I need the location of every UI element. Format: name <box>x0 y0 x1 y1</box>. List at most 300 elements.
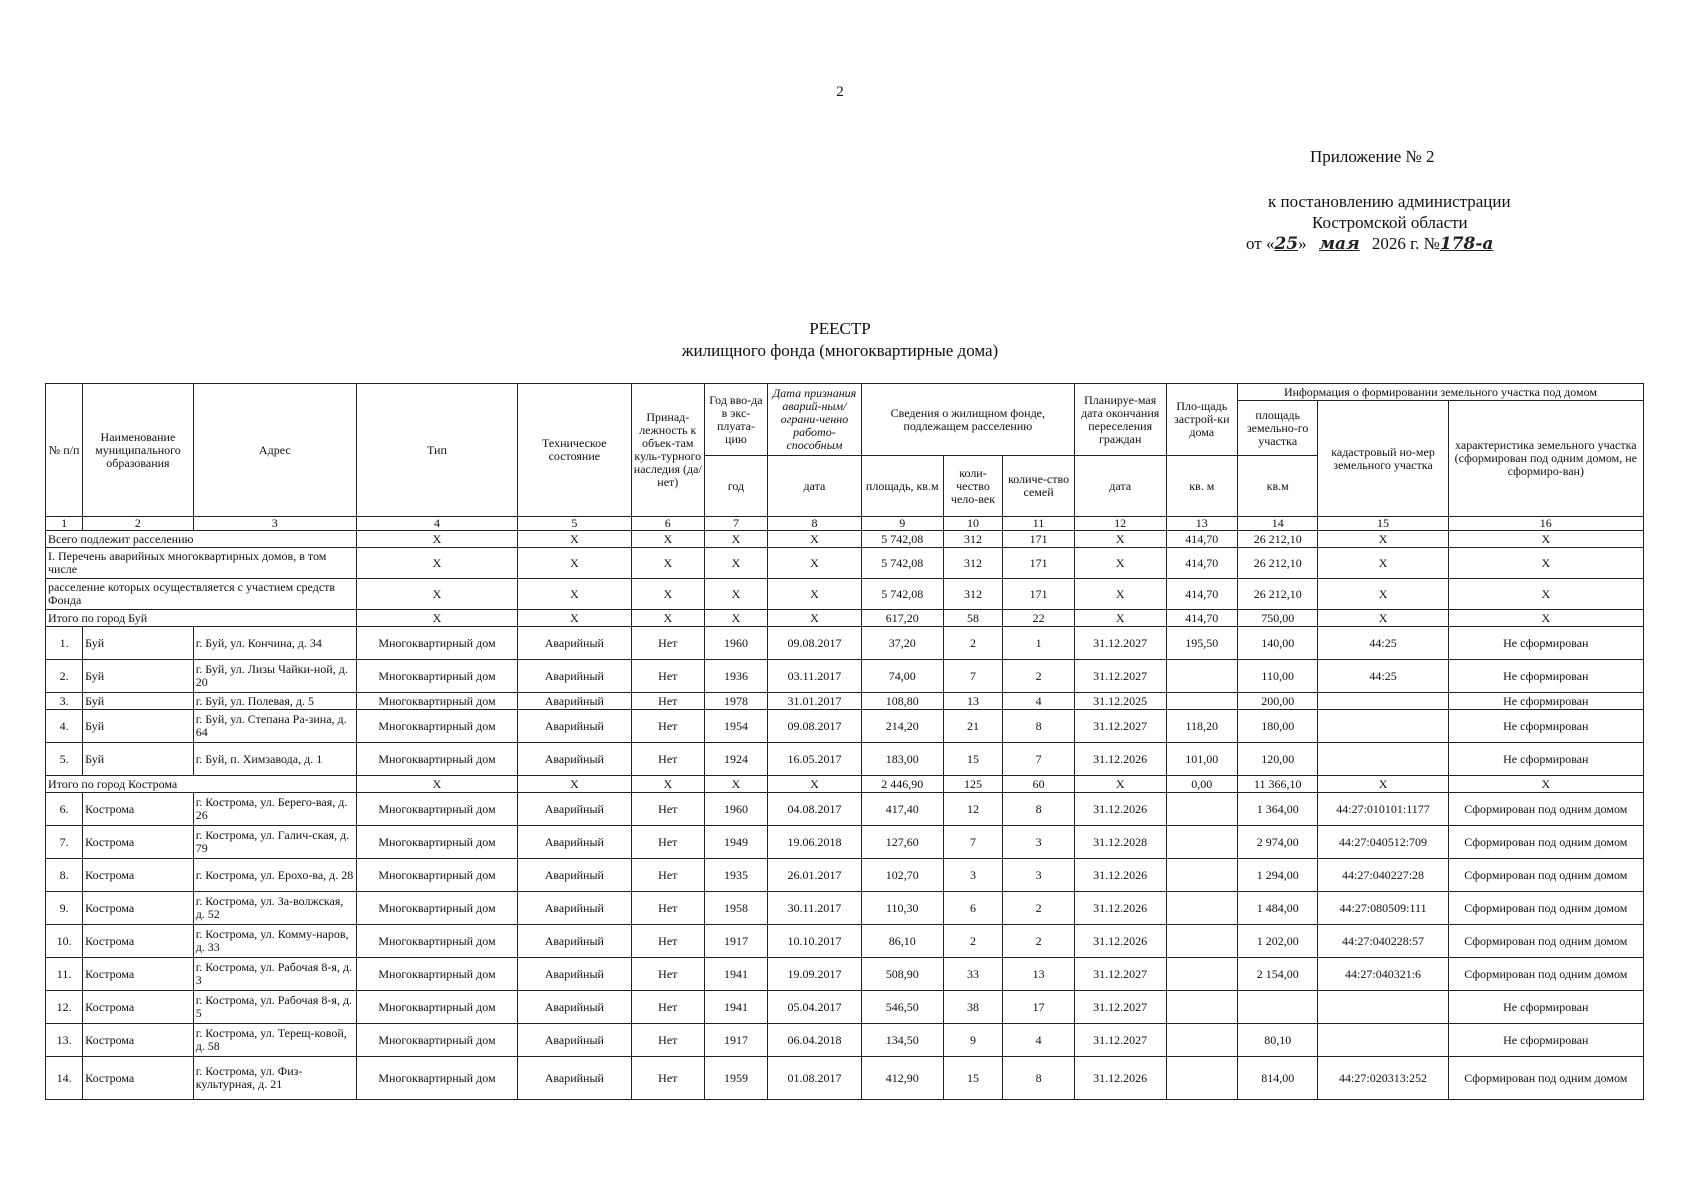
header-address: Адрес <box>193 384 356 517</box>
col-num: 11 <box>1003 517 1074 531</box>
summary-people-count: 312 <box>943 531 1003 548</box>
people-count: 38 <box>943 991 1003 1024</box>
planned-date: 31.12.2027 <box>1074 660 1166 693</box>
table-row <box>46 660 1644 693</box>
title-line-1: РЕЕСТР <box>809 319 871 338</box>
house-type: Многоквартирный дом <box>356 958 517 991</box>
municipality: Кострома <box>83 1024 194 1057</box>
land-characteristic: Не сформирован <box>1448 660 1643 693</box>
summary-label: расселение которых осуществляется с участием средств Фонда <box>46 579 357 610</box>
appendix-line-1: к постановлению администрации <box>1268 192 1511 211</box>
cadastral-number <box>1318 991 1448 1024</box>
area: 417,40 <box>861 793 943 826</box>
col-num: 12 <box>1074 517 1166 531</box>
land-area <box>1237 991 1318 1024</box>
summary-people-count: 125 <box>943 776 1003 793</box>
summary-recognition-date: X <box>767 531 861 548</box>
date-year: 2026 г. № <box>1367 234 1440 253</box>
column-number-row <box>46 517 1644 531</box>
municipality: Кострома <box>83 826 194 859</box>
col-num: 1 <box>46 517 83 531</box>
header-planned-sub: дата <box>1074 456 1166 517</box>
row-number: 2. <box>46 660 83 693</box>
planned-date: 31.12.2027 <box>1074 1024 1166 1057</box>
heritage: Нет <box>631 991 704 1024</box>
recognition-date: 31.01.2017 <box>767 693 861 710</box>
family-count: 4 <box>1003 693 1074 710</box>
summary-house-type: X <box>356 776 517 793</box>
land-characteristic: Не сформирован <box>1448 627 1643 660</box>
summary-built-area: 414,70 <box>1166 579 1237 610</box>
area: 110,30 <box>861 892 943 925</box>
area: 74,00 <box>861 660 943 693</box>
header-municipality: Наименование муниципального образования <box>83 384 194 517</box>
land-characteristic: Не сформирован <box>1448 1024 1643 1057</box>
summary-area: 5 742,08 <box>861 548 943 579</box>
condition: Аварийный <box>518 1057 632 1100</box>
cadastral-number: 44:27:040228:57 <box>1318 925 1448 958</box>
planned-date: 31.12.2026 <box>1074 793 1166 826</box>
summary-house-type: X <box>356 610 517 627</box>
family-count: 13 <box>1003 958 1074 991</box>
municipality: Кострома <box>83 859 194 892</box>
planned-date: 31.12.2026 <box>1074 1057 1166 1100</box>
table-row <box>46 826 1644 859</box>
recognition-date: 16.05.2017 <box>767 743 861 776</box>
header-built-area: Пло-щадь застрой-ки дома <box>1166 384 1237 456</box>
table-row <box>46 925 1644 958</box>
area: 546,50 <box>861 991 943 1024</box>
row-number: 11. <box>46 958 83 991</box>
col-num: 4 <box>356 517 517 531</box>
condition: Аварийный <box>518 660 632 693</box>
address: г. Кострома, ул. Рабочая 8-я, д. 5 <box>193 991 356 1024</box>
address: г. Кострома, ул. Комму-наров, д. 33 <box>193 925 356 958</box>
land-characteristic: Не сформирован <box>1448 991 1643 1024</box>
cadastral-number: 44:27:040512:709 <box>1318 826 1448 859</box>
heritage: Нет <box>631 1057 704 1100</box>
recognition-date: 05.04.2017 <box>767 991 861 1024</box>
house-type: Многоквартирный дом <box>356 793 517 826</box>
summary-planned-date: X <box>1074 531 1166 548</box>
summary-row <box>46 548 1644 579</box>
land-characteristic: Не сформирован <box>1448 693 1643 710</box>
heritage: Нет <box>631 958 704 991</box>
cadastral-number: 44:27:010101:1177 <box>1318 793 1448 826</box>
built-area <box>1166 958 1237 991</box>
recognition-date: 04.08.2017 <box>767 793 861 826</box>
heritage: Нет <box>631 826 704 859</box>
cadastral-number: 44:27:080509:111 <box>1318 892 1448 925</box>
family-count: 3 <box>1003 859 1074 892</box>
house-type: Многоквартирный дом <box>356 710 517 743</box>
land-characteristic: Сформирован под одним домом <box>1448 892 1643 925</box>
summary-label: Итого по город Кострома <box>46 776 357 793</box>
heritage: Нет <box>631 693 704 710</box>
built-area <box>1166 1057 1237 1100</box>
built-area <box>1166 660 1237 693</box>
summary-cadastral-number: X <box>1318 776 1448 793</box>
area: 102,70 <box>861 859 943 892</box>
heritage: Нет <box>631 743 704 776</box>
condition: Аварийный <box>518 743 632 776</box>
heritage: Нет <box>631 793 704 826</box>
municipality: Кострома <box>83 793 194 826</box>
row-number: 13. <box>46 1024 83 1057</box>
summary-area: 5 742,08 <box>861 579 943 610</box>
summary-condition: X <box>518 548 632 579</box>
table-row <box>46 1057 1644 1100</box>
heritage: Нет <box>631 925 704 958</box>
planned-date: 31.12.2026 <box>1074 892 1166 925</box>
built-area <box>1166 859 1237 892</box>
year-built: 1924 <box>704 743 767 776</box>
handwritten-day: 25 <box>1274 234 1299 254</box>
summary-condition: X <box>518 579 632 610</box>
appendix-title: Приложение № 2 <box>1310 147 1435 166</box>
house-type: Многоквартирный дом <box>356 743 517 776</box>
col-num: 5 <box>518 517 632 531</box>
recognition-date: 26.01.2017 <box>767 859 861 892</box>
document-title <box>540 318 1140 362</box>
land-characteristic: Сформирован под одним домом <box>1448 958 1643 991</box>
municipality: Кострома <box>83 925 194 958</box>
header-cadastral: кадастровый но-мер земельного участка <box>1318 401 1448 517</box>
row-number: 10. <box>46 925 83 958</box>
cadastral-number <box>1318 743 1448 776</box>
address: г. Буй, ул. Лизы Чайки-ной, д. 20 <box>193 660 356 693</box>
summary-planned-date: X <box>1074 776 1166 793</box>
cadastral-number: 44:25 <box>1318 627 1448 660</box>
col-num: 2 <box>83 517 194 531</box>
summary-built-area: 0,00 <box>1166 776 1237 793</box>
summary-land-area: 26 212,10 <box>1237 548 1318 579</box>
family-count: 7 <box>1003 743 1074 776</box>
built-area <box>1166 892 1237 925</box>
summary-heritage: X <box>631 579 704 610</box>
year-built: 1941 <box>704 958 767 991</box>
appendix-line-2: Костромской области <box>1312 213 1468 232</box>
row-number: 4. <box>46 710 83 743</box>
people-count: 9 <box>943 1024 1003 1057</box>
people-count: 12 <box>943 793 1003 826</box>
land-area: 120,00 <box>1237 743 1318 776</box>
table-row <box>46 958 1644 991</box>
handwritten-number: 178-а <box>1439 234 1494 254</box>
land-area: 814,00 <box>1237 1057 1318 1100</box>
col-num: 10 <box>943 517 1003 531</box>
summary-planned-date: X <box>1074 548 1166 579</box>
land-area: 1 294,00 <box>1237 859 1318 892</box>
people-count: 2 <box>943 925 1003 958</box>
people-count: 15 <box>943 1057 1003 1100</box>
area: 108,80 <box>861 693 943 710</box>
row-number: 6. <box>46 793 83 826</box>
summary-label: Всего подлежит расселению <box>46 531 357 548</box>
summary-year-built: X <box>704 531 767 548</box>
family-count: 8 <box>1003 1057 1074 1100</box>
summary-land-area: 11 366,10 <box>1237 776 1318 793</box>
header-built-area-sub: кв. м <box>1166 456 1237 517</box>
header-recognition-sub: дата <box>767 456 861 517</box>
land-area: 1 202,00 <box>1237 925 1318 958</box>
row-number: 9. <box>46 892 83 925</box>
planned-date: 31.12.2027 <box>1074 958 1166 991</box>
planned-date: 31.12.2027 <box>1074 627 1166 660</box>
cadastral-number <box>1318 693 1448 710</box>
house-type: Многоквартирный дом <box>356 693 517 710</box>
land-characteristic: Не сформирован <box>1448 710 1643 743</box>
summary-people-count: 312 <box>943 548 1003 579</box>
summary-area: 2 446,90 <box>861 776 943 793</box>
recognition-date: 06.04.2018 <box>767 1024 861 1057</box>
date-mid: » <box>1298 234 1311 253</box>
year-built: 1978 <box>704 693 767 710</box>
planned-date: 31.12.2026 <box>1074 743 1166 776</box>
row-number: 8. <box>46 859 83 892</box>
people-count: 6 <box>943 892 1003 925</box>
condition: Аварийный <box>518 627 632 660</box>
municipality: Кострома <box>83 1057 194 1100</box>
family-count: 2 <box>1003 925 1074 958</box>
recognition-date: 19.09.2017 <box>767 958 861 991</box>
house-type: Многоквартирный дом <box>356 1057 517 1100</box>
area: 412,90 <box>861 1057 943 1100</box>
summary-label: I. Перечень аварийных многоквартирных домов, в том числе <box>46 548 357 579</box>
header-land-area: площадь земельно-го участка <box>1237 401 1318 456</box>
header-area: площадь, кв.м <box>861 456 943 517</box>
summary-area: 5 742,08 <box>861 531 943 548</box>
summary-land-area: 26 212,10 <box>1237 531 1318 548</box>
recognition-date: 10.10.2017 <box>767 925 861 958</box>
condition: Аварийный <box>518 991 632 1024</box>
municipality: Буй <box>83 710 194 743</box>
table-row <box>46 627 1644 660</box>
land-area: 1 484,00 <box>1237 892 1318 925</box>
year-built: 1960 <box>704 793 767 826</box>
table-row <box>46 892 1644 925</box>
municipality: Кострома <box>83 892 194 925</box>
family-count: 4 <box>1003 1024 1074 1057</box>
year-built: 1936 <box>704 660 767 693</box>
col-num: 13 <box>1166 517 1237 531</box>
header-land-info: Информация о формировании земельного участка под домом <box>1237 384 1643 401</box>
col-num: 3 <box>193 517 356 531</box>
date-prefix: от « <box>1246 234 1275 253</box>
address: г. Буй, п. Химзавода, д. 1 <box>193 743 356 776</box>
table-body <box>46 517 1644 1100</box>
house-type: Многоквартирный дом <box>356 859 517 892</box>
row-number: 1. <box>46 627 83 660</box>
built-area <box>1166 693 1237 710</box>
people-count: 2 <box>943 627 1003 660</box>
condition: Аварийный <box>518 793 632 826</box>
appendix-block <box>1240 146 1540 255</box>
summary-label: Итого по город Буй <box>46 610 357 627</box>
address: г. Кострома, ул. Галич-ская, д. 79 <box>193 826 356 859</box>
summary-family-count: 171 <box>1003 531 1074 548</box>
people-count: 21 <box>943 710 1003 743</box>
recognition-date: 09.08.2017 <box>767 627 861 660</box>
header-recognition: Дата признания аварий-ным/ограни-ченно работо-способным <box>767 384 861 456</box>
house-type: Многоквартирный дом <box>356 627 517 660</box>
header-land-char: характеристика земельного участка (сформирован под одним домом, не сформиро-ван) <box>1448 401 1643 517</box>
area: 86,10 <box>861 925 943 958</box>
summary-cadastral-number: X <box>1318 548 1448 579</box>
row-number: 5. <box>46 743 83 776</box>
col-num: 14 <box>1237 517 1318 531</box>
cadastral-number <box>1318 1024 1448 1057</box>
header-year-sub: год <box>704 456 767 517</box>
address: г. Кострома, ул. Ерохо-ва, д. 28 <box>193 859 356 892</box>
summary-land-area: 750,00 <box>1237 610 1318 627</box>
address: г. Кострома, ул. Рабочая 8-я, д. 3 <box>193 958 356 991</box>
year-built: 1959 <box>704 1057 767 1100</box>
summary-land-characteristic: X <box>1448 548 1643 579</box>
header-num: № п/п <box>46 384 83 517</box>
built-area <box>1166 1024 1237 1057</box>
condition: Аварийный <box>518 892 632 925</box>
summary-house-type: X <box>356 579 517 610</box>
summary-built-area: 414,70 <box>1166 531 1237 548</box>
built-area <box>1166 925 1237 958</box>
col-num: 16 <box>1448 517 1643 531</box>
cadastral-number: 44:27:020313:252 <box>1318 1057 1448 1100</box>
people-count: 7 <box>943 826 1003 859</box>
summary-land-characteristic: X <box>1448 579 1643 610</box>
condition: Аварийный <box>518 925 632 958</box>
built-area: 118,20 <box>1166 710 1237 743</box>
land-characteristic: Сформирован под одним домом <box>1448 859 1643 892</box>
header-heritage: Принад-лежность к объек-там куль-турного наследия (да/нет) <box>631 384 704 517</box>
summary-cadastral-number: X <box>1318 579 1448 610</box>
people-count: 33 <box>943 958 1003 991</box>
address: г. Кострома, ул. Берего-вая, д. 26 <box>193 793 356 826</box>
summary-people-count: 312 <box>943 579 1003 610</box>
summary-planned-date: X <box>1074 610 1166 627</box>
house-type: Многоквартирный дом <box>356 660 517 693</box>
summary-year-built: X <box>704 548 767 579</box>
summary-condition: X <box>518 531 632 548</box>
summary-house-type: X <box>356 531 517 548</box>
summary-family-count: 171 <box>1003 579 1074 610</box>
row-number: 14. <box>46 1057 83 1100</box>
built-area: 101,00 <box>1166 743 1237 776</box>
land-area: 2 974,00 <box>1237 826 1318 859</box>
family-count: 2 <box>1003 892 1074 925</box>
heritage: Нет <box>631 892 704 925</box>
condition: Аварийный <box>518 693 632 710</box>
recognition-date: 30.11.2017 <box>767 892 861 925</box>
year-built: 1958 <box>704 892 767 925</box>
page-number: 2 <box>836 84 844 100</box>
recognition-date: 19.06.2018 <box>767 826 861 859</box>
address: г. Кострома, ул. За-волжская, д. 52 <box>193 892 356 925</box>
summary-heritage: X <box>631 531 704 548</box>
header-type: Тип <box>356 384 517 517</box>
planned-date: 31.12.2028 <box>1074 826 1166 859</box>
title-line-2: жилищного фонда (многоквартирные дома) <box>681 341 999 360</box>
summary-land-characteristic: X <box>1448 776 1643 793</box>
cadastral-number: 44:25 <box>1318 660 1448 693</box>
planned-date: 31.12.2027 <box>1074 710 1166 743</box>
condition: Аварийный <box>518 958 632 991</box>
summary-house-type: X <box>356 548 517 579</box>
condition: Аварийный <box>518 826 632 859</box>
people-count: 3 <box>943 859 1003 892</box>
address: г. Буй, ул. Полевая, д. 5 <box>193 693 356 710</box>
table-row <box>46 693 1644 710</box>
col-num: 15 <box>1318 517 1448 531</box>
row-number: 3. <box>46 693 83 710</box>
summary-recognition-date: X <box>767 579 861 610</box>
land-area: 140,00 <box>1237 627 1318 660</box>
address: г. Кострома, ул. Терещ-ковой, д. 58 <box>193 1024 356 1057</box>
family-count: 8 <box>1003 793 1074 826</box>
land-area: 110,00 <box>1237 660 1318 693</box>
year-built: 1954 <box>704 710 767 743</box>
built-area: 195,50 <box>1166 627 1237 660</box>
cadastral-number: 44:27:040321:6 <box>1318 958 1448 991</box>
planned-date: 31.12.2025 <box>1074 693 1166 710</box>
area: 134,50 <box>861 1024 943 1057</box>
summary-recognition-date: X <box>767 776 861 793</box>
address: г. Буй, ул. Степана Ра-зина, д. 64 <box>193 710 356 743</box>
table-row <box>46 859 1644 892</box>
table-row <box>46 991 1644 1024</box>
summary-year-built: X <box>704 610 767 627</box>
land-area: 200,00 <box>1237 693 1318 710</box>
table-row <box>46 793 1644 826</box>
summary-planned-date: X <box>1074 579 1166 610</box>
summary-land-characteristic: X <box>1448 531 1643 548</box>
built-area <box>1166 826 1237 859</box>
summary-row <box>46 531 1644 548</box>
municipality: Буй <box>83 743 194 776</box>
land-characteristic: Не сформирован <box>1448 743 1643 776</box>
house-type: Многоквартирный дом <box>356 925 517 958</box>
area: 37,20 <box>861 627 943 660</box>
land-area: 1 364,00 <box>1237 793 1318 826</box>
summary-land-area: 26 212,10 <box>1237 579 1318 610</box>
table-header <box>46 384 1644 517</box>
address: г. Кострома, ул. Физ-культурная, д. 21 <box>193 1057 356 1100</box>
area: 214,20 <box>861 710 943 743</box>
house-type: Многоквартирный дом <box>356 991 517 1024</box>
heritage: Нет <box>631 627 704 660</box>
summary-heritage: X <box>631 776 704 793</box>
family-count: 3 <box>1003 826 1074 859</box>
heritage: Нет <box>631 660 704 693</box>
col-num: 8 <box>767 517 861 531</box>
header-condition: Техническое состояние <box>518 384 632 517</box>
summary-cadastral-number: X <box>1318 531 1448 548</box>
year-built: 1935 <box>704 859 767 892</box>
register-table <box>45 383 1644 1100</box>
land-area: 2 154,00 <box>1237 958 1318 991</box>
municipality: Буй <box>83 660 194 693</box>
area: 127,60 <box>861 826 943 859</box>
summary-row <box>46 579 1644 610</box>
summary-heritage: X <box>631 548 704 579</box>
land-characteristic: Сформирован под одним домом <box>1448 793 1643 826</box>
summary-recognition-date: X <box>767 610 861 627</box>
family-count: 1 <box>1003 627 1074 660</box>
summary-people-count: 58 <box>943 610 1003 627</box>
family-count: 17 <box>1003 991 1074 1024</box>
family-count: 8 <box>1003 710 1074 743</box>
house-type: Многоквартирный дом <box>356 1024 517 1057</box>
